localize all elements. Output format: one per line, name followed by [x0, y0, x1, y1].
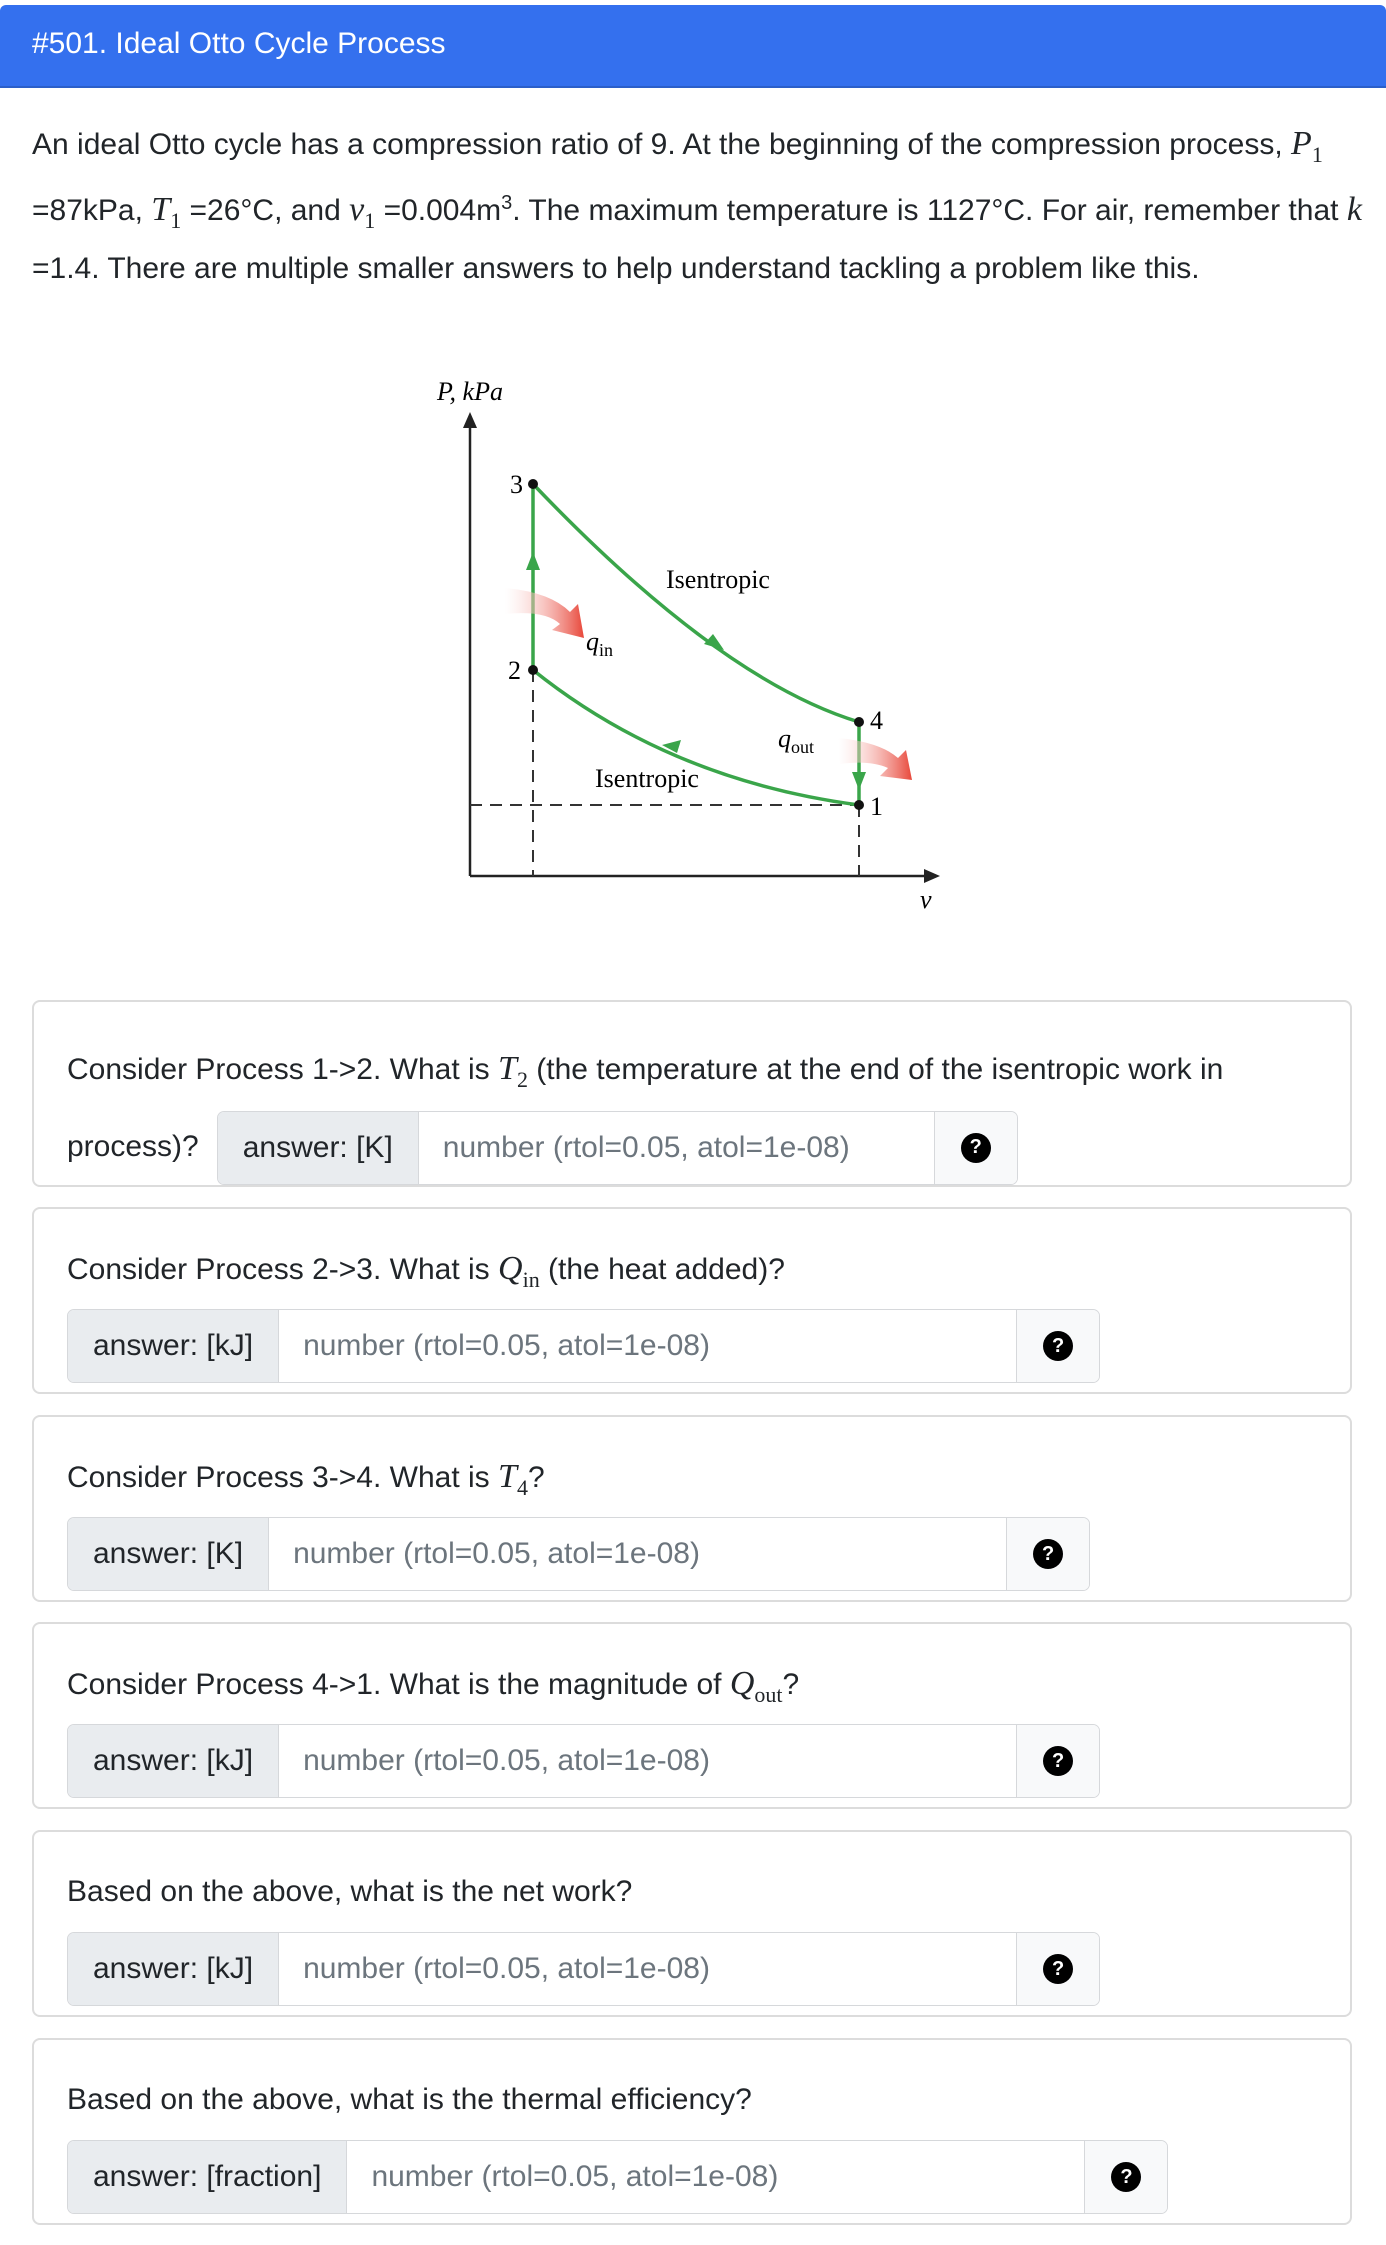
question-text: Consider Process 1->2. What is	[67, 1053, 499, 1086]
y-axis-arrow-icon	[463, 412, 477, 428]
help-button[interactable]	[1016, 1310, 1099, 1382]
answer-placeholder: number (rtol=0.05, atol=1e-08)	[442, 1130, 850, 1164]
question	[67, 1457, 1327, 1508]
question-math: $T_2$	[498, 1050, 528, 1092]
question-card	[32, 2038, 1352, 2225]
math-k: k	[1346, 190, 1362, 228]
help-button[interactable]	[1016, 1933, 1099, 2005]
question-card	[32, 1622, 1352, 1809]
question-mark-icon: ?	[1043, 1746, 1073, 1776]
answer-placeholder: number (rtol=0.05, atol=1e-08)	[303, 1744, 710, 1777]
question-mark-icon: ?	[1043, 1331, 1073, 1361]
help-button[interactable]	[1016, 1725, 1099, 1797]
answer-placeholder: number (rtol=0.05, atol=1e-08)	[303, 1952, 710, 1985]
q-out-label: $q_{out}$	[778, 724, 815, 757]
x-axis-label: v	[920, 885, 932, 914]
answer-input-group	[67, 2140, 1168, 2214]
answer-unit-label: answer: [kJ]	[68, 1310, 279, 1382]
upper-isentropic-label: Isentropic	[666, 565, 770, 594]
text: =0.004m	[375, 193, 502, 227]
pv-diagram	[400, 360, 960, 920]
answer-unit-label: answer: [kJ]	[68, 1933, 279, 2005]
answer-input[interactable]	[279, 1310, 1016, 1382]
answer-unit-label: answer: [kJ]	[68, 1725, 279, 1797]
heat-in-arrow-icon	[505, 588, 584, 638]
question-card	[32, 1415, 1352, 1602]
point-2-label: 2	[508, 656, 521, 685]
text: =26°C, and	[181, 193, 350, 227]
answer-input-group	[217, 1111, 1018, 1185]
text: . The maximum temperature is 1127°C. For air, remember that	[512, 193, 1347, 227]
question-text: Consider Process 4->1. What is the magnitude of	[67, 1668, 730, 1701]
answer-input-group	[67, 1517, 1090, 1591]
question	[67, 1664, 1327, 1715]
question	[67, 1249, 1327, 1300]
question-card	[32, 1000, 1352, 1187]
question-card	[32, 1830, 1352, 2017]
math-v1: $v_1$	[349, 190, 376, 233]
lower-isentropic-label: Isentropic	[595, 764, 699, 793]
help-button[interactable]	[1084, 2141, 1167, 2213]
question-text: Consider Process 2->3. What is	[67, 1253, 499, 1286]
answer-input[interactable]	[279, 1725, 1016, 1797]
help-button[interactable]	[1006, 1518, 1089, 1590]
answer-placeholder: number (rtol=0.05, atol=1e-08)	[371, 2160, 779, 2193]
text: An ideal Otto cycle has a compression ratio of 9. At the beginning of the compression process,	[32, 128, 1292, 161]
answer-placeholder: number (rtol=0.05, atol=1e-08)	[303, 1329, 710, 1362]
math-p1: $P_1$	[1291, 125, 1323, 167]
answer-placeholder: number (rtol=0.05, atol=1e-08)	[293, 1537, 700, 1570]
heat-out-arrow-icon	[838, 738, 912, 780]
answer-input[interactable]	[419, 1112, 934, 1184]
text: =87kPa,	[32, 193, 152, 227]
problem-statement	[32, 120, 1362, 293]
question-mark-icon: ?	[1033, 1539, 1063, 1569]
problem-header	[0, 5, 1386, 88]
answer-unit-label: answer: [fraction]	[68, 2141, 347, 2213]
answer-unit-label: answer: [K]	[68, 1518, 269, 1590]
question-text: Consider Process 3->4. What is	[67, 1461, 499, 1494]
y-axis-label: P, kPa	[437, 377, 503, 406]
question-text: Based on the above, what is the thermal efficiency?	[67, 2083, 752, 2116]
question-text: (the heat added)?	[539, 1253, 785, 1286]
answer-input-group	[67, 1309, 1100, 1383]
question-text: ?	[782, 1668, 800, 1701]
point-3-label: 3	[510, 470, 523, 499]
question-text: ?	[527, 1461, 545, 1494]
help-button[interactable]	[934, 1112, 1017, 1184]
question	[67, 1038, 1327, 1185]
question-math: $T_4$	[498, 1458, 528, 1500]
question-mark-icon: ?	[1043, 1954, 1073, 1984]
answer-unit-label: answer: [K]	[218, 1112, 419, 1184]
question-text: Based on the above, what is the net work?	[67, 1875, 633, 1908]
question	[67, 1872, 1327, 1912]
point-4-label: 4	[870, 706, 883, 735]
question-card	[32, 1207, 1352, 1394]
answer-input[interactable]	[269, 1518, 1006, 1590]
answer-input[interactable]	[279, 1933, 1016, 2005]
q-in-label: $q_{in}$	[586, 627, 614, 660]
question-math: $Q_{in}$	[498, 1250, 540, 1292]
question-mark-icon: ?	[1111, 2162, 1141, 2192]
x-axis-arrow-icon	[924, 869, 940, 883]
superscript: 3	[501, 191, 513, 214]
question-text: (the temperature at the end of the isentropic work in process)?	[67, 1053, 1224, 1163]
point-1-label: 1	[870, 792, 883, 821]
question-math: $Q_{out}$	[729, 1665, 783, 1707]
text: =1.4. There are multiple smaller answers to help understand tackling a problem like this.	[32, 251, 1200, 285]
question	[67, 2080, 1327, 2120]
question-mark-icon: ?	[961, 1133, 991, 1163]
answer-input-group	[67, 1932, 1100, 2006]
answer-input[interactable]	[347, 2141, 1084, 2213]
problem-title: #501. Ideal Otto Cycle Process	[32, 27, 446, 60]
math-t1: $T_1$	[151, 190, 182, 233]
answer-input-group	[67, 1724, 1100, 1798]
